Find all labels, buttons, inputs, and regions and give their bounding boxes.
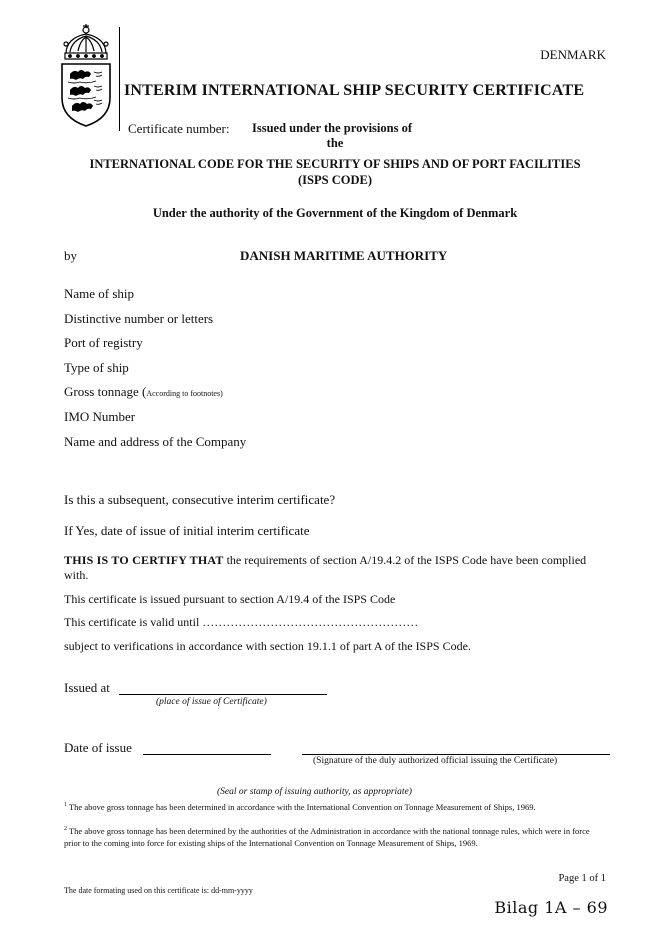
gross-tonnage-note: According to footnotes) [146, 389, 223, 398]
the-text: the [326, 136, 344, 150]
field-imo-number: IMO Number [64, 409, 136, 424]
valid-until-text: This certificate is valid until ……………………………………………… [64, 615, 419, 629]
issued-under-text: Issued under the provisions of [252, 121, 412, 135]
code-title-line1: INTERNATIONAL CODE FOR THE SECURITY OF SHIPS AND OF PORT FACILITIES [89, 157, 581, 171]
signature-line [302, 754, 610, 755]
certify-statement [64, 553, 609, 583]
issuer-name: DANISH MARITIME AUTHORITY [240, 248, 448, 263]
date-of-issue-label: Date of issue [64, 740, 132, 755]
footnote-1 [64, 799, 612, 813]
header-divider [119, 27, 120, 131]
field-distinctive-number: Distinctive number or letters [64, 311, 214, 326]
footnote-2-text: The above gross tonnage has been determined by the authorities of the Administration in accordance with the national tonnage rules, which were in force prior to the coming into force for existing ships of the International Convention on Tonnage Measurement of Ships, 1969. [64, 825, 590, 848]
footnote-1-text: The above gross tonnage has been determined in accordance with the International Convention on Tonnage Measurement of Ships, 1969. [68, 801, 536, 812]
date-of-issue-line [143, 754, 271, 755]
authority-text: Under the authority of the Government of the Kingdom of Denmark [152, 206, 518, 220]
page-number: Page 1 of 1 [558, 873, 606, 884]
question-subsequent: Is this a subsequent, consecutive interim certificate? [64, 492, 336, 507]
certify-rest: the requirements of section A/19.4.2 of the ISPS Code have been complied with. [64, 553, 587, 582]
by-label: by [64, 248, 77, 263]
certify-bold: THIS IS TO CERTIFY THAT [64, 553, 224, 567]
question-if-yes: If Yes, date of issue of initial interim certificate [64, 523, 310, 538]
date-format-note: The date formating used on this certificate is: dd-mm-yyyy [64, 886, 253, 895]
field-type-of-ship: Type of ship [64, 360, 129, 375]
field-port-of-registry: Port of registry [64, 335, 143, 350]
certificate-number-label: Certificate number: [128, 121, 230, 136]
issued-at-label: Issued at [64, 680, 110, 695]
bilag-label: Bilag 1A – 69 [494, 898, 608, 917]
footnote-2 [64, 823, 604, 849]
pursuant-text: This certificate is issued pursuant to section A/19.4 of the ISPS Code [64, 592, 396, 606]
field-company: Name and address of the Company [64, 434, 247, 449]
footnote-2-number: 2 [64, 826, 67, 832]
subject-to-text: subject to verifications in accordance with section 19.1.1 of part A of the ISPS Code. [64, 639, 471, 653]
gross-tonnage-label: Gross tonnage ( [64, 384, 147, 399]
danish-coat-of-arms-icon [56, 24, 116, 128]
field-gross-tonnage [64, 384, 223, 400]
field-name-of-ship: Name of ship [64, 286, 135, 301]
code-title-line2: (ISPS CODE) [298, 173, 372, 187]
issued-at-line [119, 694, 327, 695]
certificate-title: INTERIM INTERNATIONAL SHIP SECURITY CERTIFICATE [124, 82, 585, 99]
country-label: DENMARK [540, 47, 606, 62]
signature-note: (Signature of the duly authorized official issuing the Certificate) [313, 756, 558, 766]
footnote-1-number: 1 [64, 802, 67, 808]
place-of-issue-note: (place of issue of Certificate) [156, 697, 267, 707]
seal-note: (Seal or stamp of issuing authority, as appropriate) [217, 787, 412, 797]
